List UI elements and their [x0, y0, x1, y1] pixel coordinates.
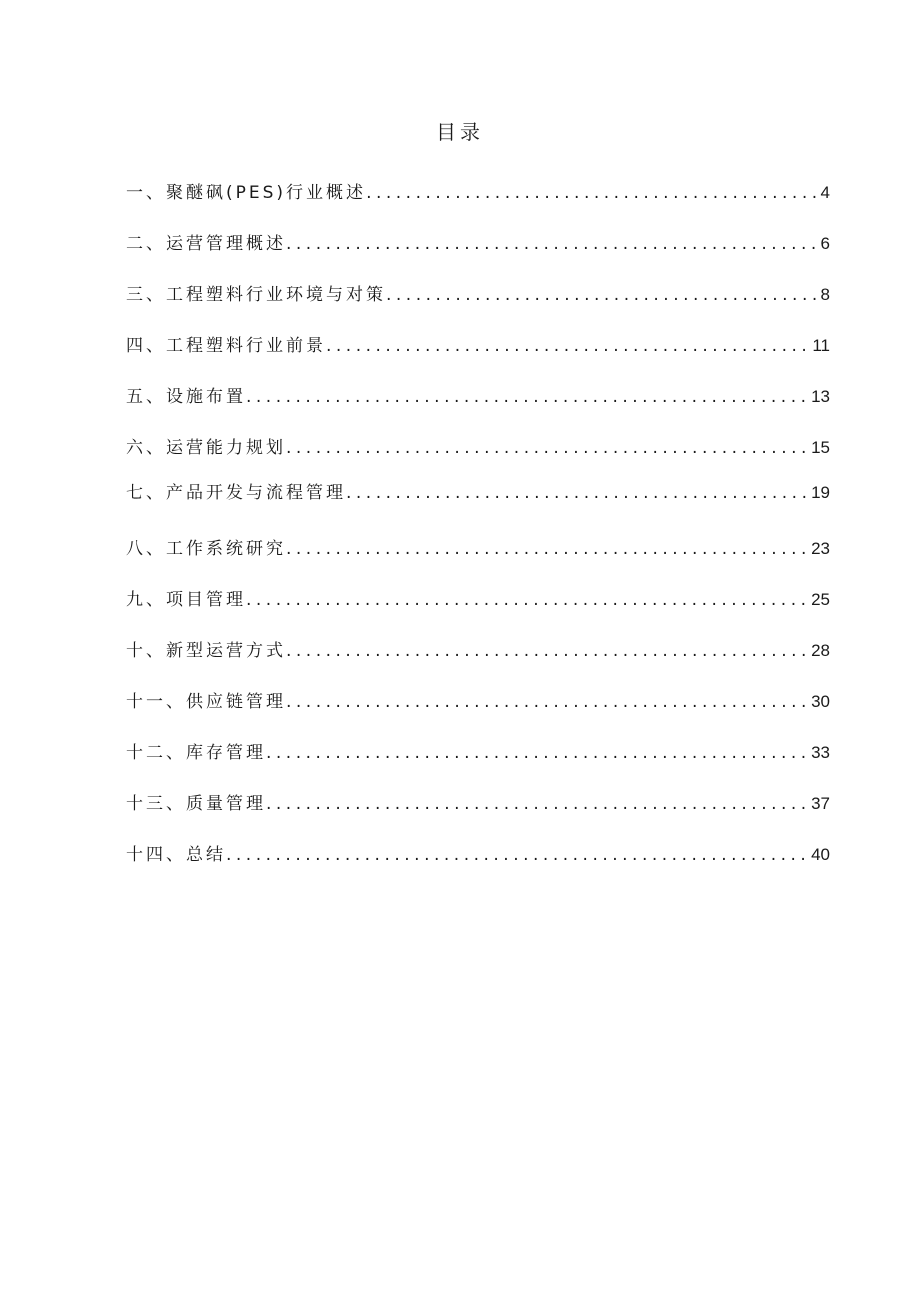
toc-entry-page-number: 6 — [820, 234, 830, 253]
toc-entry-label: 七、产品开发与流程管理 — [126, 483, 346, 503]
toc-entry-page-number: 8 — [820, 285, 830, 304]
toc-entry[interactable] — [126, 537, 830, 561]
dot-leader — [246, 588, 809, 612]
dot-leader — [346, 481, 809, 505]
toc-entry-page-number: 25 — [811, 590, 830, 609]
toc-entry[interactable] — [126, 283, 830, 307]
toc-entry-label: 十四、总结 — [126, 845, 226, 865]
toc-entry[interactable] — [126, 639, 830, 663]
toc-entry[interactable] — [126, 588, 830, 612]
toc-entry-label: 十、新型运营方式 — [126, 641, 286, 661]
toc-entry-label: 十二、库存管理 — [126, 743, 266, 763]
toc-entry-page-number: 23 — [811, 539, 830, 558]
toc-entry-label: 十三、质量管理 — [126, 794, 266, 814]
dot-leader — [366, 181, 818, 205]
dot-leader — [286, 639, 809, 663]
dot-leader — [286, 232, 819, 256]
toc-entry[interactable] — [126, 385, 830, 409]
toc-entry-label: 四、工程塑料行业前景 — [126, 336, 326, 356]
toc-entry[interactable] — [126, 232, 830, 256]
toc-entry[interactable] — [126, 334, 830, 358]
dot-leader — [286, 690, 809, 714]
toc-entry[interactable] — [126, 181, 830, 205]
dot-leader — [386, 283, 819, 307]
toc-entry[interactable] — [126, 792, 830, 816]
toc-entry-page-number: 11 — [812, 336, 830, 355]
toc-entry[interactable] — [126, 843, 830, 867]
toc-entry-page-number: 13 — [811, 387, 830, 406]
dot-leader — [286, 537, 809, 561]
toc-entry-label: 五、设施布置 — [126, 387, 246, 407]
toc-entry-page-number: 28 — [811, 641, 830, 660]
toc-entry[interactable] — [126, 741, 830, 765]
toc-entry-label: 八、工作系统研究 — [126, 539, 286, 559]
toc-entry[interactable] — [126, 690, 830, 714]
toc-entry-page-number: 33 — [811, 743, 830, 762]
toc-entry-page-number: 30 — [811, 692, 830, 711]
toc-entry-label: 十一、供应链管理 — [126, 692, 286, 712]
toc-entry-label: 六、运营能力规划 — [126, 438, 286, 458]
dot-leader — [226, 843, 809, 867]
page-title: 目录 — [436, 120, 484, 144]
toc-entry-page-number: 19 — [811, 483, 830, 502]
dot-leader — [246, 385, 809, 409]
toc-entry-page-number: 37 — [811, 794, 830, 813]
toc-entry[interactable] — [126, 481, 830, 505]
dot-leader — [266, 792, 809, 816]
dot-leader — [266, 741, 809, 765]
toc-entry[interactable] — [126, 436, 830, 460]
toc-entry-page-number: 40 — [811, 845, 830, 864]
toc-entry-label: 九、项目管理 — [126, 590, 246, 610]
toc-entry-label: 一、聚醚砜(PES)行业概述 — [126, 183, 367, 203]
toc-entry-label: 二、运营管理概述 — [126, 234, 286, 254]
toc-entry-label: 三、工程塑料行业环境与对策 — [126, 285, 386, 305]
dot-leader — [326, 334, 810, 358]
toc-entry-page-number: 15 — [811, 438, 830, 457]
toc-entry-page-number: 4 — [820, 183, 830, 202]
dot-leader — [286, 436, 809, 460]
